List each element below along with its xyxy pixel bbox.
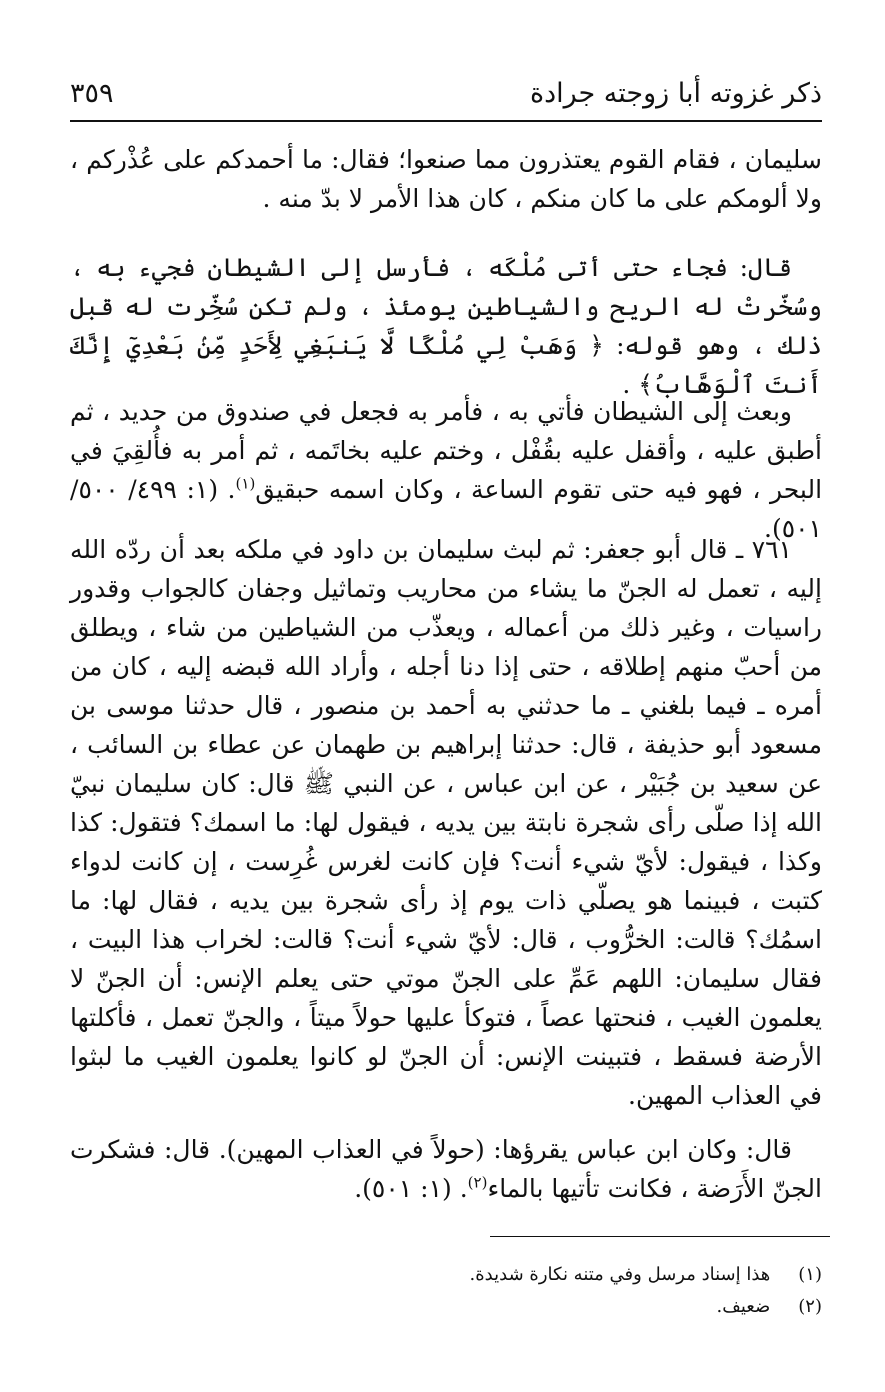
footnote-text: هذا إسناد مرسل وفي متنه نكارة شديدة. — [469, 1264, 771, 1285]
footnote-2 — [70, 1294, 822, 1320]
paragraph-text: قال: وكان ابن عباس يقرؤها: (حولاً في العذاب المهين). قال: فشكرت الجنّ الأَرَضة ، فكانت تأتيها بالماء — [70, 1135, 822, 1203]
page-header — [70, 70, 822, 120]
paragraph-text: قال: فجاء حتى أتى مُلْكَه ، فأرسل إلى الشيطان فجيء به ، وسُخّرتْ له الريح والشياطين يومئذ ، ولم تكن سُخِّرت له قبل ذلك ، وهو قوله: ﴿ وَهَبْ لِي مُلْكًا لَّا يَنبَغِي لِأَحَدٍ مِّنۢ بَعْدِيٓ إِنَّكَ أَنتَ ٱلْوَهَّابُ﴾ . — [70, 253, 822, 399]
footnote-ref[interactable]: (٢) — [467, 1173, 488, 1192]
footnote-ref[interactable]: (١) — [235, 474, 256, 493]
footnote-number: (١) — [798, 1264, 822, 1285]
footnote-1 — [70, 1262, 822, 1288]
running-title: ذكر غزوته أبا زوجته جرادة — [529, 78, 822, 109]
paragraph-text: سليمان ، فقام القوم يعتذرون مما صنعوا؛ فقال: ما أحمدكم على عُذْركم ، ولا ألومكم على ما كان منكم ، كان هذا الأمر لا بدّ منه . — [70, 145, 822, 213]
paragraph-citation: . (١: ٥٠١). — [354, 1174, 468, 1203]
paragraph-text: ٧٦١ ـ قال أبو جعفر: ثم لبث سليمان بن داود في ملكه بعد أن ردّه الله إليه ، تعمل له الجنّ ما يشاء من محاريب وتماثيل وجفان كالجواب وقدور راسيات ، وغير ذلك من أعماله ، ويعذّب من الشياطين من شاء ، ويطلق من أحبّ منهم إطلاقه ، حتى إذا دنا أجله ، وأراد الله قبضه إليه ، كان من أمره ـ فيما بلغني ـ ما حدثني به أحمد بن منصور ، قال حدثنا موسى بن مسعود أبو حذيفة ، قال: حدثنا إبراهيم بن طهمان عن عطاء بن السائب ، عن سعيد بن جُبَيْر ، عن ابن عباس ، عن النبي ﷺ قال: كان سليمان نبيّ الله إذا صلّى رأى شجرة نابتة بين يديه ، فيقول لها: ما اسمك؟ فتقول: كذا وكذا ، فيقول: لأيّ شيء أنت؟ فإن كانت لغرس غُرِست ، إن كانت لدواء كتبت ، فبينما هو يصلّي ذات يوم إذ رأى شجرة بين يديه ، فقال لها: ما اسمُك؟ قالت: الخرُّوب ، قال: لأيّ شيء أنت؟ قالت: لخراب هذا البيت ، فقال سليمان: اللهم عَمِّ على الجنّ موتي حتى يعلم الإنس: أن الجنّ لا يعلمون الغيب ، فنحتها عصاً ، فتوكأ عليها حولاً ميتاً ، والجنّ تعمل ، فأكلتها الأرضة فسقط ، فتبينت الإنس: أن الجنّ لو كانوا يعلمون الغيب ما لبثوا في العذاب المهين. — [70, 535, 822, 1110]
page-number: ٣٥٩ — [70, 78, 114, 109]
paragraph-hadith-761 — [70, 530, 822, 1115]
paragraph-text: وبعث إلى الشيطان فأتي به ، فأمر به فجعل في صندوق من حديد ، ثم أطبق عليه ، وأقفل عليه بقُفْل ، وختم عليه بخاتَمه ، ثم أمر به فأُلقِيَ في البحر ، فهو فيه حتى تقوم الساعة ، وكان اسمه حبقيق — [70, 397, 823, 504]
paragraph-quran-verse — [70, 248, 822, 404]
paragraph-ibn-abbas — [70, 1130, 822, 1208]
paragraph-continuation — [70, 140, 822, 218]
footnote-number: (٢) — [798, 1296, 822, 1317]
header-divider — [70, 120, 822, 122]
paragraph-citation: . (١: ٤٩٩/ ٥٠٠/ ٥٠١). — [70, 475, 822, 543]
paragraph-devil-chest — [70, 392, 822, 548]
footnote-divider — [490, 1236, 830, 1237]
footnote-text: ضعيف. — [716, 1296, 771, 1317]
